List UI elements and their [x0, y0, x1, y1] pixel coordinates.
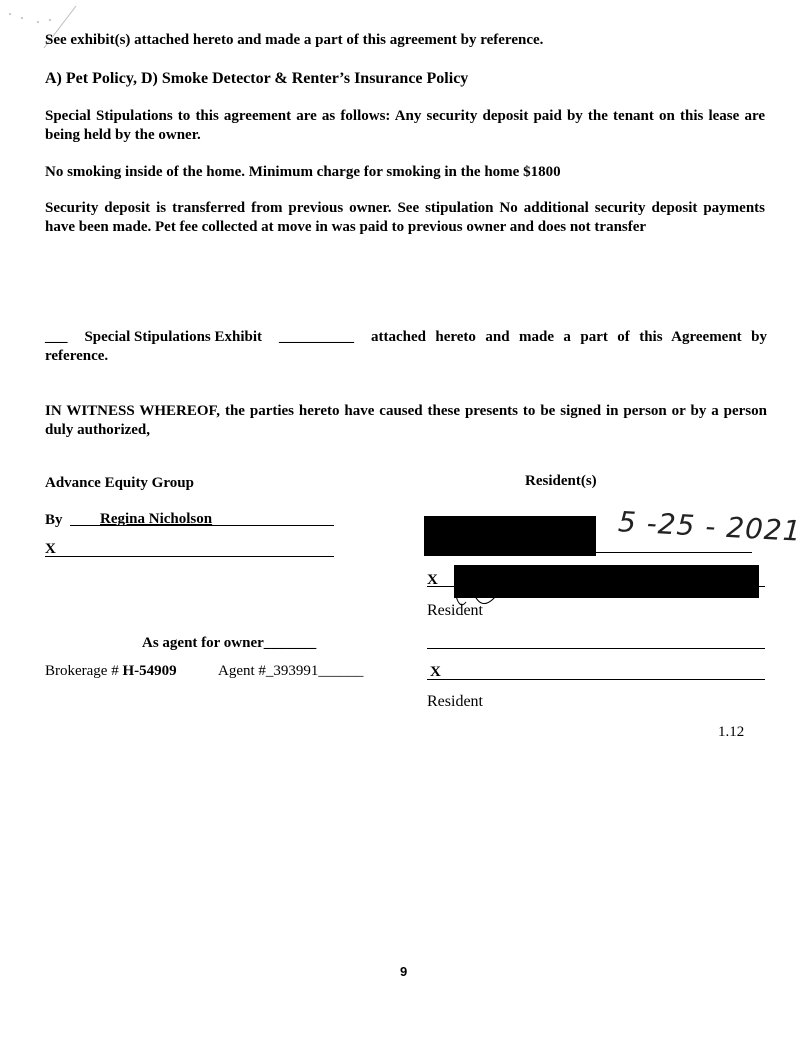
resident-2-x-mark: X [430, 664, 441, 680]
brokerage-number: H-54909 [122, 663, 177, 679]
agent-for-owner-text: As agent for owner [142, 635, 264, 651]
resident-2-signature-line[interactable] [427, 679, 765, 680]
no-smoking-text: No smoking inside of the home. Minimum charge for smoking in the home $1800 [45, 164, 561, 180]
resident-1-x-mark: X [427, 572, 438, 588]
exhibit-stipulation-continued: reference. [45, 348, 109, 364]
resident-date-line [596, 552, 752, 553]
owner-signer-name[interactable]: Regina Nicholson [100, 511, 213, 527]
witness-text: IN WITNESS WHEREOF, the parties hereto have caused these presents to be signed in person or by a person duly authorized, [45, 403, 767, 438]
agent-number-label: Agent # [218, 663, 266, 679]
agent-number-line [218, 663, 363, 680]
security-deposit-text: Security deposit is transferred from previous owner. See stipulation No additional security deposit payments have been made. Pet fee collected at move in was paid to previous owner and does not transfer [45, 200, 765, 235]
special-stipulations-text: Special Stipulations to this agreement are as follows: Any security deposit paid by the tenant on this lease are being held by the owner. [45, 108, 765, 143]
brokerage-label: Brokerage # [45, 663, 119, 679]
resident-1-signature-line[interactable] [427, 586, 765, 587]
handwritten-date: 5 -25 - 2021 [617, 505, 803, 548]
owner-x-mark: X [45, 541, 56, 557]
signature-scribble [452, 592, 502, 614]
page-number: 9 [400, 964, 408, 979]
resident-1-label: Resident [427, 602, 483, 619]
redacted-resident-name [424, 516, 596, 556]
exhibit-stipulation-label: Special Stipulations Exhibit [84, 329, 263, 345]
exhibit-stipulation-rest: attached hereto and made a part of this Agreement by [370, 329, 767, 345]
agent-for-owner-blank[interactable]: _______ [263, 635, 317, 651]
exhibit-stipulation-blank[interactable]: __________ [279, 329, 354, 345]
exhibit-line: See exhibit(s) attached hereto and made a part of this agreement by reference. [45, 32, 544, 48]
owner-signature-line[interactable] [45, 556, 334, 557]
resident-2-label: Resident [427, 693, 483, 710]
exhibit-stipulation-line [45, 328, 767, 347]
owner-party-label: Advance Equity Group [45, 475, 194, 491]
agent-for-owner-label [142, 634, 316, 653]
resident-party-label: Resident(s) [525, 473, 597, 489]
brokerage-line [45, 663, 177, 680]
exhibit-stipulation-prefix: ___ [45, 329, 68, 345]
exhibit-items: A) Pet Policy, D) Smoke Detector & Renter’s Insurance Policy [45, 70, 469, 87]
by-signature-line [70, 525, 334, 526]
form-version: 1.12 [718, 724, 745, 740]
resident-2-top-line [427, 648, 765, 649]
by-label: By [45, 512, 63, 528]
agent-number-value: _393991______ [265, 663, 364, 679]
